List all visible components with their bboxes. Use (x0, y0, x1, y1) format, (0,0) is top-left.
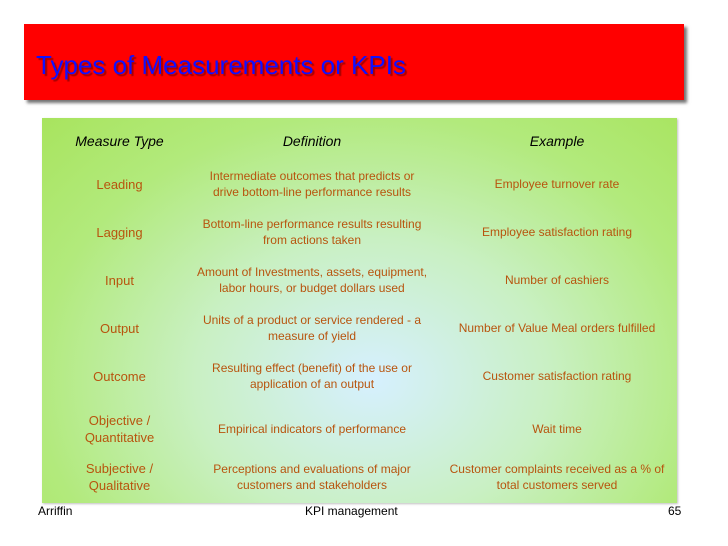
footer-page-number: 65 (668, 504, 682, 518)
footer-author: Arriffin (38, 504, 73, 518)
row-output-type: Output (99, 320, 140, 336)
row-outcome-type: Outcome (93, 368, 146, 384)
header-definition: Definition (282, 132, 342, 149)
title-bar (24, 24, 684, 100)
header-measure-type: Measure Type (75, 132, 164, 149)
row-subjective-type: Subjective / Qualitative (85, 461, 154, 493)
row-subjective-example: Customer complaints received as a % of total customers served (449, 462, 665, 492)
row-leading-example: Employee turnover rate (494, 177, 620, 192)
row-output-definition: Units of a product or service rendered - a measure of yield (202, 313, 422, 343)
row-input-example: Number of cashiers (504, 273, 610, 288)
header-example: Example (529, 132, 585, 149)
kpi-table (42, 118, 677, 503)
row-outcome-example: Customer satisfaction rating (482, 369, 632, 384)
row-lagging-type: Lagging (96, 224, 143, 240)
row-objective-type: Objective / Quantitative (84, 413, 155, 445)
row-input-definition: Amount of Investments, assets, equipment, labor hours, or budget dollars used (196, 265, 428, 295)
slide-title: Types of Measurements or KPIs (36, 50, 406, 80)
row-input-type: Input (105, 272, 134, 288)
row-lagging-definition: Bottom-line performance results resulting from actions taken (202, 217, 422, 247)
row-subjective-definition: Perceptions and evaluations of major customers and stakeholders (213, 462, 411, 492)
row-objective-definition: Empirical indicators of performance (217, 422, 407, 437)
row-lagging-example: Employee satisfaction rating (481, 225, 633, 240)
row-leading-type: Leading (96, 176, 143, 192)
row-outcome-definition: Resulting effect (benefit) of the use or application of an output (212, 361, 412, 391)
row-output-example: Number of Value Meal orders fulfilled (458, 321, 656, 336)
footer-subject: KPI management (305, 504, 398, 518)
row-objective-example: Wait time (532, 422, 582, 437)
row-leading-definition: Intermediate outcomes that predicts or drive bottom-line performance results (209, 169, 415, 199)
